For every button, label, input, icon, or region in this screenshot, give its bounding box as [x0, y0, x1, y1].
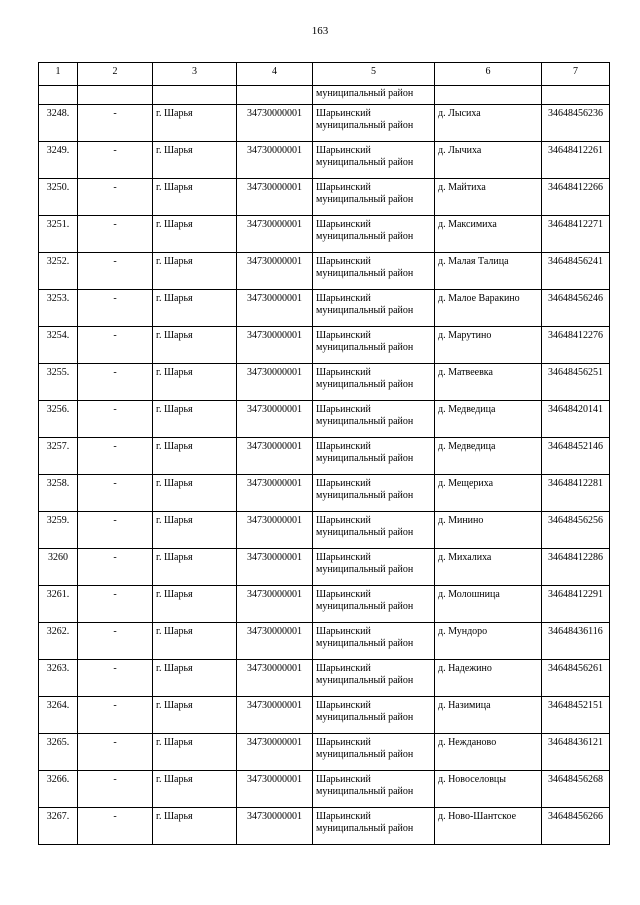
settlement-cell: д. Лычиха	[435, 142, 542, 179]
settlement-cell: д. Матвеевка	[435, 364, 542, 401]
okato-cell: 34730000001	[237, 512, 313, 549]
code-cell: -	[78, 179, 153, 216]
column-header: 1	[39, 63, 78, 86]
oktmo-cell: 34648456236	[542, 105, 610, 142]
row-number-cell: 3248.	[39, 105, 78, 142]
code-cell: -	[78, 253, 153, 290]
column-header: 3	[153, 63, 237, 86]
okato-cell: 34730000001	[237, 401, 313, 438]
oktmo-cell: 34648456246	[542, 290, 610, 327]
table-row	[39, 734, 610, 771]
row-number-cell: 3266.	[39, 771, 78, 808]
okato-cell: 34730000001	[237, 105, 313, 142]
header-row	[39, 63, 610, 86]
table-row	[39, 364, 610, 401]
settlement-cell: д. Медведица	[435, 438, 542, 475]
register-table	[38, 62, 610, 845]
row-number-cell: 3260	[39, 549, 78, 586]
district-cell: Шарьинский муниципальный район	[313, 623, 435, 660]
city-cell: г. Шарья	[153, 808, 237, 845]
row-number-cell: 3249.	[39, 142, 78, 179]
oktmo-cell: 34648412261	[542, 142, 610, 179]
table-row	[39, 179, 610, 216]
district-cell: Шарьинский муниципальный район	[313, 253, 435, 290]
settlement-cell: д. Минино	[435, 512, 542, 549]
oktmo-cell: 34648456261	[542, 660, 610, 697]
district-cell: Шарьинский муниципальный район	[313, 808, 435, 845]
table-cell	[153, 86, 237, 105]
table-row	[39, 549, 610, 586]
settlement-cell: д. Лысиха	[435, 105, 542, 142]
district-cell: Шарьинский муниципальный район	[313, 327, 435, 364]
okato-cell: 34730000001	[237, 549, 313, 586]
district-cell: Шарьинский муниципальный район	[313, 660, 435, 697]
settlement-cell: д. Медведица	[435, 401, 542, 438]
okato-cell: 34730000001	[237, 697, 313, 734]
table-row	[39, 290, 610, 327]
district-cell: Шарьинский муниципальный район	[313, 697, 435, 734]
code-cell: -	[78, 475, 153, 512]
city-cell: г. Шарья	[153, 549, 237, 586]
code-cell: -	[78, 808, 153, 845]
district-cell: Шарьинский муниципальный район	[313, 216, 435, 253]
table-row	[39, 401, 610, 438]
code-cell: -	[78, 512, 153, 549]
row-number-cell: 3257.	[39, 438, 78, 475]
row-number-cell: 3256.	[39, 401, 78, 438]
okato-cell: 34730000001	[237, 327, 313, 364]
oktmo-cell: 34648456256	[542, 512, 610, 549]
settlement-cell: д. Молошница	[435, 586, 542, 623]
settlement-cell: д. Новоселовцы	[435, 771, 542, 808]
district-cell: Шарьинский муниципальный район	[313, 586, 435, 623]
table-row	[39, 623, 610, 660]
district-cell: Шарьинский муниципальный район	[313, 364, 435, 401]
okato-cell: 34730000001	[237, 771, 313, 808]
row-number-cell: 3255.	[39, 364, 78, 401]
city-cell: г. Шарья	[153, 216, 237, 253]
settlement-cell: д. Ново-Шантское	[435, 808, 542, 845]
city-cell: г. Шарья	[153, 475, 237, 512]
okato-cell: 34730000001	[237, 660, 313, 697]
oktmo-cell: 34648420141	[542, 401, 610, 438]
city-cell: г. Шарья	[153, 771, 237, 808]
code-cell: -	[78, 549, 153, 586]
table-row	[39, 253, 610, 290]
oktmo-cell: 34648412276	[542, 327, 610, 364]
city-cell: г. Шарья	[153, 401, 237, 438]
district-cell: Шарьинский муниципальный район	[313, 105, 435, 142]
city-cell: г. Шарья	[153, 253, 237, 290]
city-cell: г. Шарья	[153, 623, 237, 660]
settlement-cell: д. Марутино	[435, 327, 542, 364]
okato-cell: 34730000001	[237, 142, 313, 179]
code-cell: -	[78, 142, 153, 179]
settlement-cell: д. Максимиха	[435, 216, 542, 253]
row-number-cell: 3253.	[39, 290, 78, 327]
table-row	[39, 586, 610, 623]
oktmo-cell: 34648452146	[542, 438, 610, 475]
okato-cell: 34730000001	[237, 475, 313, 512]
table-row	[39, 438, 610, 475]
oktmo-cell: 34648436121	[542, 734, 610, 771]
city-cell: г. Шарья	[153, 327, 237, 364]
settlement-cell: д. Малое Варакино	[435, 290, 542, 327]
code-cell: -	[78, 327, 153, 364]
okato-cell: 34730000001	[237, 438, 313, 475]
district-cell: Шарьинский муниципальный район	[313, 549, 435, 586]
city-cell: г. Шарья	[153, 179, 237, 216]
table-cell	[237, 86, 313, 105]
okato-cell: 34730000001	[237, 623, 313, 660]
column-header: 6	[435, 63, 542, 86]
row-number-cell: 3267.	[39, 808, 78, 845]
code-cell: -	[78, 697, 153, 734]
continuation-row	[39, 86, 610, 105]
table-row	[39, 697, 610, 734]
code-cell: -	[78, 105, 153, 142]
oktmo-cell: 34648412291	[542, 586, 610, 623]
oktmo-cell: 34648412286	[542, 549, 610, 586]
code-cell: -	[78, 290, 153, 327]
oktmo-cell: 34648456268	[542, 771, 610, 808]
city-cell: г. Шарья	[153, 438, 237, 475]
page-number: 163	[311, 25, 329, 37]
row-number-cell: 3263.	[39, 660, 78, 697]
row-number-cell: 3261.	[39, 586, 78, 623]
code-cell: -	[78, 364, 153, 401]
row-number-cell: 3254.	[39, 327, 78, 364]
district-cell: Шарьинский муниципальный район	[313, 401, 435, 438]
table-row	[39, 660, 610, 697]
table-cell	[39, 86, 78, 105]
oktmo-cell: 34648412271	[542, 216, 610, 253]
table-cell	[542, 86, 610, 105]
district-cell: Шарьинский муниципальный район	[313, 290, 435, 327]
settlement-cell: д. Надежино	[435, 660, 542, 697]
city-cell: г. Шарья	[153, 142, 237, 179]
table-row	[39, 216, 610, 253]
district-cell: Шарьинский муниципальный район	[313, 142, 435, 179]
table-row	[39, 475, 610, 512]
okato-cell: 34730000001	[237, 216, 313, 253]
code-cell: -	[78, 586, 153, 623]
settlement-cell: д. Мундоро	[435, 623, 542, 660]
column-header: 5	[313, 63, 435, 86]
okato-cell: 34730000001	[237, 253, 313, 290]
code-cell: -	[78, 771, 153, 808]
district-cell: Шарьинский муниципальный район	[313, 179, 435, 216]
oktmo-cell: 34648456266	[542, 808, 610, 845]
table-cell	[78, 86, 153, 105]
city-cell: г. Шарья	[153, 105, 237, 142]
oktmo-cell: 34648412281	[542, 475, 610, 512]
district-cell: Шарьинский муниципальный район	[313, 512, 435, 549]
row-number-cell: 3259.	[39, 512, 78, 549]
table-row	[39, 327, 610, 364]
okato-cell: 34730000001	[237, 808, 313, 845]
city-cell: г. Шарья	[153, 697, 237, 734]
okato-cell: 34730000001	[237, 179, 313, 216]
table-row	[39, 142, 610, 179]
row-number-cell: 3258.	[39, 475, 78, 512]
oktmo-cell: 34648436116	[542, 623, 610, 660]
code-cell: -	[78, 216, 153, 253]
okato-cell: 34730000001	[237, 364, 313, 401]
district-cell: Шарьинский муниципальный район	[313, 771, 435, 808]
column-header: 4	[237, 63, 313, 86]
table-row	[39, 808, 610, 845]
settlement-cell: д. Назимица	[435, 697, 542, 734]
city-cell: г. Шарья	[153, 660, 237, 697]
column-header: 7	[542, 63, 610, 86]
code-cell: -	[78, 734, 153, 771]
table-row	[39, 105, 610, 142]
district-cell: Шарьинский муниципальный район	[313, 475, 435, 512]
table-cell	[435, 86, 542, 105]
city-cell: г. Шарья	[153, 734, 237, 771]
oktmo-cell: 34648456251	[542, 364, 610, 401]
settlement-cell: д. Малая Талица	[435, 253, 542, 290]
row-number-cell: 3251.	[39, 216, 78, 253]
city-cell: г. Шарья	[153, 586, 237, 623]
row-number-cell: 3265.	[39, 734, 78, 771]
table-row	[39, 512, 610, 549]
city-cell: г. Шарья	[153, 290, 237, 327]
settlement-cell: д. Михалиха	[435, 549, 542, 586]
code-cell: -	[78, 401, 153, 438]
row-number-cell: 3250.	[39, 179, 78, 216]
oktmo-cell: 34648412266	[542, 179, 610, 216]
code-cell: -	[78, 660, 153, 697]
settlement-cell: д. Нежданово	[435, 734, 542, 771]
row-number-cell: 3252.	[39, 253, 78, 290]
table-cell: муниципальный район	[313, 86, 435, 105]
table-row	[39, 771, 610, 808]
district-cell: Шарьинский муниципальный район	[313, 438, 435, 475]
row-number-cell: 3262.	[39, 623, 78, 660]
oktmo-cell: 34648452151	[542, 697, 610, 734]
city-cell: г. Шарья	[153, 512, 237, 549]
code-cell: -	[78, 438, 153, 475]
column-header: 2	[78, 63, 153, 86]
district-cell: Шарьинский муниципальный район	[313, 734, 435, 771]
row-number-cell: 3264.	[39, 697, 78, 734]
okato-cell: 34730000001	[237, 290, 313, 327]
okato-cell: 34730000001	[237, 586, 313, 623]
city-cell: г. Шарья	[153, 364, 237, 401]
settlement-cell: д. Майтиха	[435, 179, 542, 216]
code-cell: -	[78, 623, 153, 660]
okato-cell: 34730000001	[237, 734, 313, 771]
settlement-cell: д. Мещериха	[435, 475, 542, 512]
oktmo-cell: 34648456241	[542, 253, 610, 290]
